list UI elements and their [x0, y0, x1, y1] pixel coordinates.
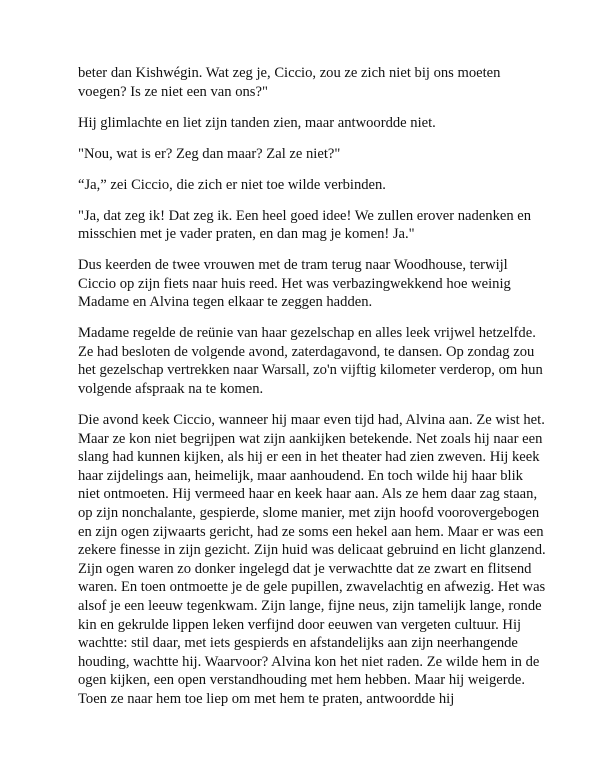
- paragraph: Hij glimlachte en liet zijn tanden zien, maar antwoordde niet.: [78, 114, 436, 131]
- paragraph: Die avond keek Ciccio, wanneer hij maar even tijd had, Alvina aan. Ze wist het. Maar ze kon niet begrijpen wat zijn aankijken betekende. Net zoals hij naar een slang had kunnen kijken, als hij er een in het theater had zien zweven. Hij keek haar zijdelings aan, heimelijk, maar aanhoudend. En toch wilde hij haar blik niet ontmoeten. Hij vermeed haar en keek haar aan. Als ze hem daar zag staan, op zijn nonchalante, gespierde, slome manier, met zijn hoofd voorovergebogen en zijn ogen zijwaarts gericht, had ze soms een hekel aan hem. Maar er was een zekere finesse in zijn gezicht. Zijn huid was delicaat gebruind en licht glanzend. Zijn ogen waren zo donker ingelegd dat je verwachtte dat ze zwart en flitsend waren. En toen ontmoette je de gele pupillen, zwavelachtig en afwezig. Het was alsof je een leeuw tegenkwam. Zijn lange, fijne neus, zijn tamelijk lange, ronde kin en gekrulde lippen leken verfijnd door eeuwen van vergeten cultuur. Hij wachtte: stil daar, met iets gespierds en afstandelijks aan zijn neerhangende houding, wachtte hij. Waarvoor? Alvina kon het niet raden. Ze wilde hem in de ogen kijken, een open verstandhouding met hem hebben. Maar hij weigerde. Toen ze naar hem toe liep om met hem te praten, antwoordde hij: [78, 412, 546, 707]
- paragraph: beter dan Kishwégin. Wat zeg je, Ciccio, zou ze zich niet bij ons moeten voegen? Is ze niet een van ons?": [78, 65, 501, 100]
- paragraph: "Ja, dat zeg ik! Dat zeg ik. Een heel goed idee! We zullen erover nadenken en misschien met je vader praten, en dan mag je komen! Ja.": [78, 207, 532, 243]
- paragraph: Madame regelde de reünie van haar gezelschap en alles leek vrijwel hetzelfde. Ze had besloten de volgende avond, zaterdagavond, te dansen. Op zondag zou het gezelschap vertrekken naar Warsall, zo'n vijftig kilometer verderop, om hun volgende afspraak na te komen.: [78, 325, 543, 398]
- document-page: [78, 64, 548, 721]
- paragraph: “Ja,” zei Ciccio, die zich er niet toe wilde verbinden.: [78, 176, 386, 193]
- paragraph: Dus keerden de twee vrouwen met de tram terug naar Woodhouse, terwijl Ciccio op zijn fiets naar huis reed. Het was verbazingwekkend hoe weinig Madame en Alvina tegen elkaar te zeggen hadden.: [78, 257, 511, 311]
- paragraph: "Nou, wat is er? Zeg dan maar? Zal ze niet?": [78, 145, 341, 162]
